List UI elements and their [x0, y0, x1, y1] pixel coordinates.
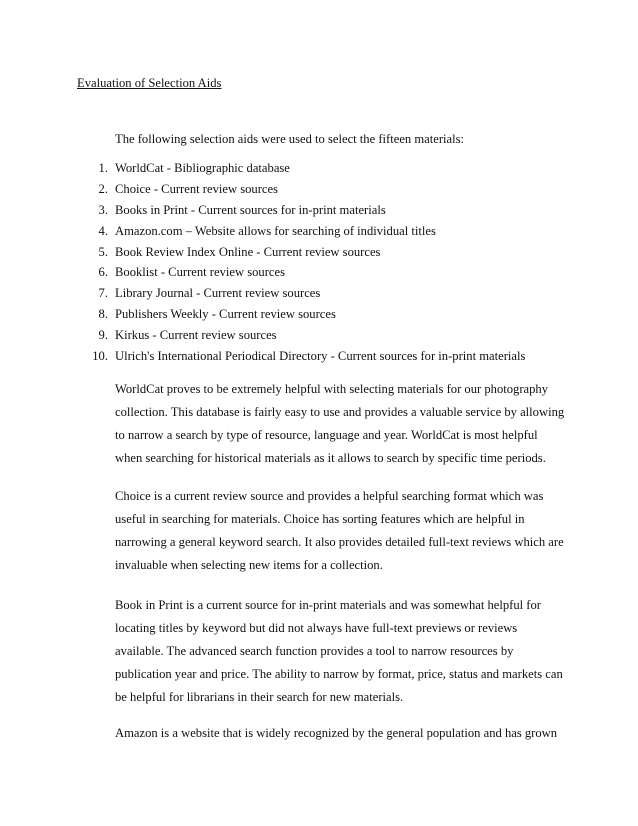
- list-item: [0, 262, 638, 283]
- list-item-number: 1.: [98, 161, 108, 175]
- document-title: Evaluation of Selection Aids: [77, 76, 222, 90]
- list-item: [0, 283, 638, 304]
- list-item: [0, 200, 638, 221]
- paragraph-line: useful in searching for materials. Choice has sorting features which are helpful in: [115, 511, 525, 526]
- list-item: [0, 304, 638, 325]
- paragraph-line: locating titles by keyword but did not always have full-text previews or reviews: [115, 620, 518, 635]
- list-item-text: Choice - Current review sources: [115, 181, 278, 196]
- list-item-number: 9.: [98, 328, 108, 343]
- paragraph-line: WorldCat proves to be extremely helpful with selecting materials for our photography: [115, 382, 549, 396]
- paragraph-line: available. The advanced search function provides a tool to narrow resources by: [115, 643, 514, 658]
- list-item-text: WorldCat - Bibliographic database: [115, 161, 290, 175]
- list-item-text: Library Journal - Current review sources: [115, 286, 321, 301]
- paragraph-books-in-print: [115, 594, 575, 708]
- list-item: [0, 179, 638, 200]
- list-item-number: 8.: [98, 307, 108, 322]
- list-item: [0, 221, 638, 242]
- list-item-number: 7.: [98, 286, 108, 301]
- paragraph-line: Book in Print is a current source for in-print materials and was somewhat helpful for: [115, 598, 541, 612]
- paragraph-line: publication year and price. The ability to narrow by format, price, status and markets can: [115, 666, 563, 681]
- list-item-text: Booklist - Current review sources: [115, 265, 285, 280]
- paragraph-line: invaluable when selecting new items for a collection.: [115, 557, 383, 572]
- list-item-text: Books in Print - Current sources for in-print materials: [115, 202, 386, 217]
- list-item-number: 2.: [98, 181, 108, 196]
- paragraph-line: when searching for historical materials as it allows to search by specific time periods.: [115, 450, 546, 465]
- intro-sentence: The following selection aids were used to select the fifteen materials:: [115, 132, 465, 146]
- list-item-number: 10.: [92, 349, 108, 364]
- selection-aids-list: [0, 158, 638, 367]
- list-item: [0, 346, 638, 367]
- paragraph-line: be helpful for librarians in their search for new materials.: [115, 689, 404, 704]
- list-item-text: Ulrich's International Periodical Directory - Current sources for in-print materials: [115, 349, 526, 364]
- list-item: [0, 325, 638, 346]
- list-item: [0, 242, 638, 263]
- list-item-text: Book Review Index Online - Current review sources: [115, 244, 381, 259]
- list-item: [0, 158, 638, 179]
- paragraph-line: collection. This database is fairly easy to use and provides a valuable service by allowing: [115, 404, 565, 419]
- paragraph-line: narrowing a general keyword search. It also provides detailed full-text reviews which are: [115, 534, 564, 549]
- paragraph-line: Choice is a current review source and provides a helpful searching format which was: [115, 489, 544, 503]
- paragraph-worldcat: [115, 378, 575, 470]
- paragraph-choice: [115, 485, 575, 577]
- paragraph-line: Amazon is a website that is widely recognized by the general population and has grown: [115, 726, 558, 740]
- paragraph-amazon: [115, 722, 575, 745]
- list-item-number: 3.: [98, 202, 108, 217]
- list-item-number: 6.: [98, 265, 108, 280]
- list-item-text: Publishers Weekly - Current review sources: [115, 307, 336, 322]
- paragraph-line: to narrow a search by type of resource, language and year. WorldCat is most helpful: [115, 427, 538, 442]
- list-item-text: Kirkus - Current review sources: [115, 328, 277, 343]
- list-item-number: 5.: [98, 244, 108, 259]
- list-item-text: Amazon.com – Website allows for searching of individual titles: [115, 223, 436, 238]
- list-item-number: 4.: [98, 223, 108, 238]
